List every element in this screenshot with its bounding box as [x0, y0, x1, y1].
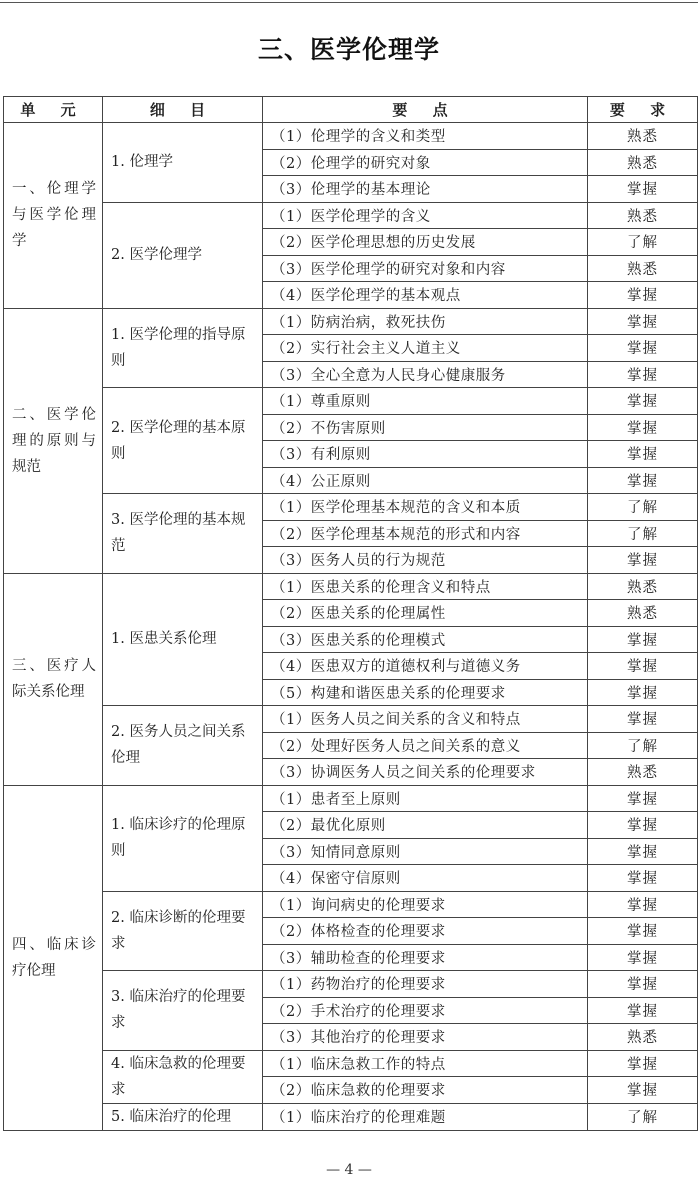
- requirement-cell: 熟悉: [588, 759, 698, 786]
- requirement-cell: 掌握: [588, 865, 698, 892]
- requirement-cell: 熟悉: [588, 202, 698, 229]
- header-requirement: 要 求: [588, 97, 698, 123]
- table-row: [4, 494, 698, 521]
- page-number: — 4 —: [326, 1162, 372, 1178]
- subitem-cell: 2. 临床诊断的伦理要求: [103, 891, 263, 971]
- point-cell: （4）保密守信原则: [263, 865, 588, 892]
- point-cell: （3）医患关系的伦理模式: [263, 626, 588, 653]
- requirement-cell: 掌握: [588, 441, 698, 468]
- point-cell: （1）尊重原则: [263, 388, 588, 415]
- point-cell: （2）不伤害原则: [263, 414, 588, 441]
- header-points: 要 点: [263, 97, 588, 123]
- unit-cell: 三、医疗人际关系伦理: [4, 573, 103, 785]
- point-cell: （2）最优化原则: [263, 812, 588, 839]
- requirement-cell: 掌握: [588, 679, 698, 706]
- requirement-cell: 掌握: [588, 282, 698, 309]
- subitem-cell: 3. 临床治疗的伦理要求: [103, 971, 263, 1051]
- page-title: 三、医学伦理学: [257, 35, 440, 64]
- point-cell: （2）临床急救的伦理要求: [263, 1077, 588, 1104]
- requirement-cell: 掌握: [588, 971, 698, 998]
- table-row: [4, 706, 698, 733]
- unit-cell: 二、医学伦理的原则与规范: [4, 308, 103, 573]
- requirement-cell: 掌握: [588, 176, 698, 203]
- requirement-cell: 掌握: [588, 891, 698, 918]
- point-cell: （4）医患双方的道德权利与道德义务: [263, 653, 588, 680]
- point-cell: （3）伦理学的基本理论: [263, 176, 588, 203]
- point-cell: （2）医学伦理思想的历史发展: [263, 229, 588, 256]
- header-subitem: 细 目: [103, 97, 263, 123]
- point-cell: （1）医患关系的伦理含义和特点: [263, 573, 588, 600]
- subitem-cell: 1. 医患关系伦理: [103, 573, 263, 706]
- point-cell: （1）临床治疗的伦理难题: [263, 1103, 588, 1130]
- requirement-cell: 掌握: [588, 467, 698, 494]
- requirement-cell: 掌握: [588, 626, 698, 653]
- table-row: [4, 1103, 698, 1130]
- requirement-cell: 掌握: [588, 918, 698, 945]
- requirement-cell: 掌握: [588, 785, 698, 812]
- requirement-cell: 掌握: [588, 335, 698, 362]
- syllabus-table: [3, 96, 698, 1131]
- point-cell: （3）医务人员的行为规范: [263, 547, 588, 574]
- subitem-cell: 2. 医务人员之间关系伦理: [103, 706, 263, 786]
- table-row: [4, 573, 698, 600]
- point-cell: （1）医学伦理基本规范的含义和本质: [263, 494, 588, 521]
- point-cell: （3）医学伦理学的研究对象和内容: [263, 255, 588, 282]
- point-cell: （3）辅助检查的伦理要求: [263, 944, 588, 971]
- point-cell: （1）医学伦理学的含义: [263, 202, 588, 229]
- requirement-cell: 掌握: [588, 547, 698, 574]
- point-cell: （2）医患关系的伦理属性: [263, 600, 588, 627]
- requirement-cell: 掌握: [588, 308, 698, 335]
- requirement-cell: 掌握: [588, 706, 698, 733]
- subitem-cell: 2. 医学伦理的基本原则: [103, 388, 263, 494]
- subitem-cell: 1. 医学伦理的指导原则: [103, 308, 263, 388]
- requirement-cell: 了解: [588, 1103, 698, 1130]
- subitem-cell: 1. 伦理学: [103, 123, 263, 203]
- subitem-cell: 2. 医学伦理学: [103, 202, 263, 308]
- point-cell: （3）有利原则: [263, 441, 588, 468]
- point-cell: （1）患者至上原则: [263, 785, 588, 812]
- point-cell: （3）知情同意原则: [263, 838, 588, 865]
- point-cell: （5）构建和谐医患关系的伦理要求: [263, 679, 588, 706]
- point-cell: （1）临床急救工作的特点: [263, 1050, 588, 1077]
- table-row: [4, 891, 698, 918]
- point-cell: （3）全心全意为人民身心健康服务: [263, 361, 588, 388]
- subitem-cell: 3. 医学伦理的基本规范: [103, 494, 263, 574]
- table-row: [4, 971, 698, 998]
- table-body: [4, 123, 698, 1131]
- point-cell: （2）医学伦理基本规范的形式和内容: [263, 520, 588, 547]
- requirement-cell: 熟悉: [588, 149, 698, 176]
- point-cell: （1）防病治病，救死扶伤: [263, 308, 588, 335]
- requirement-cell: 掌握: [588, 1050, 698, 1077]
- requirement-cell: 了解: [588, 494, 698, 521]
- point-cell: （3）协调医务人员之间关系的伦理要求: [263, 759, 588, 786]
- requirement-cell: 掌握: [588, 838, 698, 865]
- requirement-cell: 熟悉: [588, 600, 698, 627]
- header-unit: 单 元: [4, 97, 103, 123]
- point-cell: （1）医务人员之间关系的含义和特点: [263, 706, 588, 733]
- requirement-cell: 了解: [588, 229, 698, 256]
- requirement-cell: 掌握: [588, 1077, 698, 1104]
- table-row: [4, 388, 698, 415]
- point-cell: （2）实行社会主义人道主义: [263, 335, 588, 362]
- point-cell: （2）手术治疗的伦理要求: [263, 997, 588, 1024]
- subitem-cell: 4. 临床急救的伦理要求: [103, 1050, 263, 1103]
- unit-cell: 一、伦理学与医学伦理学: [4, 123, 103, 309]
- requirement-cell: 掌握: [588, 944, 698, 971]
- unit-cell: 四、临床诊疗伦理: [4, 785, 103, 1130]
- point-cell: （2）体格检查的伦理要求: [263, 918, 588, 945]
- point-cell: （2）伦理学的研究对象: [263, 149, 588, 176]
- requirement-cell: 熟悉: [588, 573, 698, 600]
- requirement-cell: 熟悉: [588, 1024, 698, 1051]
- point-cell: （2）处理好医务人员之间关系的意义: [263, 732, 588, 759]
- requirement-cell: 掌握: [588, 361, 698, 388]
- top-rule: [0, 2, 698, 3]
- table-row: [4, 1050, 698, 1077]
- requirement-cell: 熟悉: [588, 255, 698, 282]
- point-cell: （1）伦理学的含义和类型: [263, 123, 588, 150]
- table-row: [4, 202, 698, 229]
- requirement-cell: 掌握: [588, 414, 698, 441]
- requirement-cell: 掌握: [588, 388, 698, 415]
- requirement-cell: 熟悉: [588, 123, 698, 150]
- subitem-cell: 1. 临床诊疗的伦理原则: [103, 785, 263, 891]
- point-cell: （4）医学伦理学的基本观点: [263, 282, 588, 309]
- point-cell: （1）询问病史的伦理要求: [263, 891, 588, 918]
- requirement-cell: 掌握: [588, 997, 698, 1024]
- table-row: [4, 785, 698, 812]
- requirement-cell: 了解: [588, 520, 698, 547]
- requirement-cell: 掌握: [588, 653, 698, 680]
- point-cell: （3）其他治疗的伦理要求: [263, 1024, 588, 1051]
- point-cell: （1）药物治疗的伦理要求: [263, 971, 588, 998]
- requirement-cell: 了解: [588, 732, 698, 759]
- subitem-cell: 5. 临床治疗的伦理: [103, 1103, 263, 1130]
- table-row: [4, 308, 698, 335]
- table-header-row: [4, 97, 698, 123]
- point-cell: （4）公正原则: [263, 467, 588, 494]
- table-row: [4, 123, 698, 150]
- requirement-cell: 掌握: [588, 812, 698, 839]
